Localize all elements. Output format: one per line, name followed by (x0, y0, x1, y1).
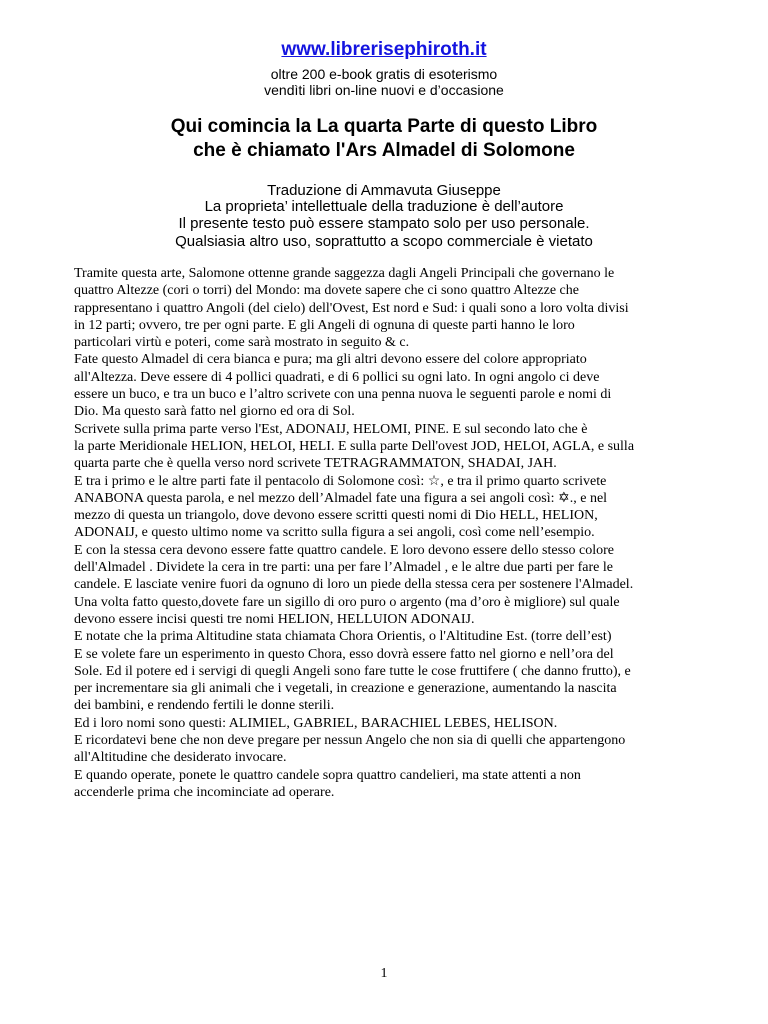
body-line: in 12 parti; ovvero, tre per ogni parte. E gli Angeli di ognuna di queste parti hanno le loro (74, 317, 575, 333)
body-line: dell'Almadel . Dividete la cera in tre parti: una per fare l’Almadel , e le altre due parti per fare le (74, 560, 613, 576)
body-line: Dio. Ma questo sarà fatto nel giorno ed ora di Sol. (74, 404, 355, 420)
body-line: all'Altitudine che desiderato invocare. (74, 750, 287, 766)
body-line: devono essere incisi questi tre nomi HELION, HELLUION ADONAIJ. (74, 611, 475, 627)
body-line: dei bambini, e rendendo fertili le donne sterili. (74, 698, 335, 714)
website-link[interactable]: www.librerisephiroth.it (281, 39, 487, 60)
credits-translator: Traduzione di Ammavuta Giuseppe (267, 182, 501, 199)
body-line: la parte Meridionale HELION, HELOI, HELI. E sulla parte Dell'ovest JOD, HELOI, AGLA, e sulla (74, 438, 635, 454)
body-line: Fate questo Almadel di cera bianca e pura; ma gli altri devono essere del colore appropriato (74, 352, 587, 368)
body-text (74, 265, 704, 801)
body-line: E se volete fare un esperimento in questo Chora, esso dovrà essere fatto nel giorno e nell’ora del (74, 646, 614, 662)
document-title-line-2: che è chiamato l'Ars Almadel di Solomone (193, 140, 575, 161)
page-number: 1 (380, 966, 388, 981)
body-line: Sole. Ed il potere ed i servigi di quegli Angeli sono fare tutte le cose fruttifere ( che danno frutto), e (74, 663, 631, 679)
body-line: E tra i primo e le altre parti fate il pentacolo di Solomone così: ☆, e tra il primo quarto scrivete (74, 473, 607, 489)
document-title-line-1: Qui comincia la La quarta Parte di questo Libro (170, 116, 598, 137)
body-line: particolari virtù e poteri, come sarà mostrato in seguito & c. (74, 335, 410, 351)
body-line: E quando operate, ponete le quattro candele sopra quattro candelieri, ma state attenti a non (74, 767, 581, 783)
body-line: per incrementare sia gli animali che i vegetali, in creazione e generazione, aumentando la nascita (74, 681, 617, 697)
body-line: quarta parte che è quella verso nord scrivete TETRAGRAMMATON, SHADAI, JAH. (74, 456, 557, 472)
subtitle-sales: vendìti libri on-line nuovi e d’occasione (264, 82, 504, 98)
body-line: all'Altezza. Deve essere di 4 pollici quadrati, e di 6 pollici su ogni lato. In ogni angolo ci deve (74, 369, 600, 385)
body-line: ADONAIJ, e questo ultimo nome va scritto sulla figura a sei angoli, così come nell’esempio. (74, 525, 595, 541)
body-line: accenderle prima che incominciate ad operare. (74, 784, 335, 800)
body-line: E ricordatevi bene che non deve pregare per nessun Angelo che non sia di quelli che appartengono (74, 733, 626, 749)
body-line: candele. E lasciate venire fuori da ognuno di loro un piede della stessa cera per sostenere l'Almadel. (74, 577, 634, 593)
body-line: E notate che la prima Altitudine stata chiamata Chora Orientis, o l'Altitudine Est. (torre dell’est) (74, 629, 612, 645)
body-line: ANABONA questa parola, e nel mezzo dell’Almadel fate una figura a sei angoli così: ✡., e nel (74, 490, 608, 506)
credits-copyright: La proprieta’ intellettuale della traduzione è dell’autore (204, 198, 564, 215)
credits-personal-use: Il presente testo può essere stampato solo per uso personale. (178, 215, 590, 232)
body-line: E con la stessa cera devono essere fatte quattro candele. E loro devono essere dello stesso colore (74, 542, 614, 558)
body-line: mezzo di questa un triangolo, dove devono essere scritti questi nomi di Dio HELL, HELION, (74, 508, 598, 524)
body-line: Tramite questa arte, Salomone ottenne grande saggezza dagli Angeli Principali che governano le (74, 266, 615, 281)
body-line: Ed i loro nomi sono questi: ALIMIEL, GABRIEL, BARACHIEL LEBES, HELISON. (74, 715, 558, 731)
body-line: Una volta fatto questo,dovete fare un sigillo di oro puro o argento (ma d’oro è migliore) sul quale (74, 594, 620, 610)
body-line: rappresentano i quattro Angoli (del cielo) dell'Ovest, Est nord e Sud: i quali sono a loro volta divisi (74, 300, 629, 316)
body-line: Scrivete sulla prima parte verso l'Est, ADONAIJ, HELOMI, PINE. E sul secondo lato che è (74, 421, 588, 437)
body-line: essere un buco, e tra un buco e l’altro scrivete con una penna nuova le seguenti parole e nomi di (74, 387, 612, 403)
credits-commercial-ban: Qualsiasia altro uso, soprattutto a scopo commerciale è vietato (175, 233, 593, 250)
subtitle-ebooks: oltre 200 e-book gratis di esoterismo (270, 66, 498, 82)
body-line: quattro Altezze (cori o torri) del Mondo: ma dovete sapere che ci sono quattro Altezze che (74, 283, 579, 299)
